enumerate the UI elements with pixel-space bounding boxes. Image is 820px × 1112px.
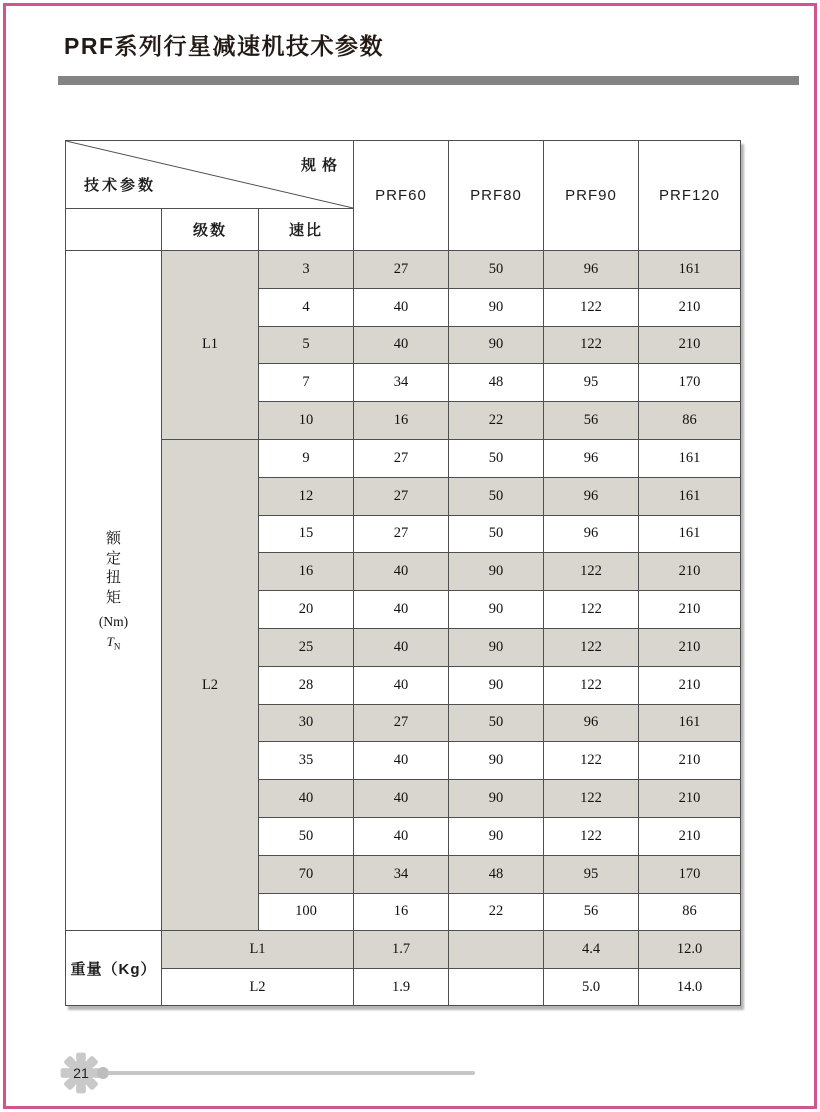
torque-value-prf60: 34 (354, 364, 449, 402)
torque-data-row (66, 439, 741, 477)
torque-value-prf90: 95 (544, 364, 639, 402)
torque-value-prf60: 34 (354, 855, 449, 893)
torque-value-prf90: 96 (544, 477, 639, 515)
torque-unit-label: (Nm) (98, 613, 129, 629)
torque-value-prf60: 27 (354, 515, 449, 553)
torque-value-prf80: 50 (449, 439, 544, 477)
torque-value-prf120: 210 (639, 288, 741, 326)
torque-value-prf60: 40 (354, 288, 449, 326)
torque-value-prf120: 86 (639, 893, 741, 931)
corner-header-cell (66, 141, 354, 209)
torque-value-prf120: 86 (639, 402, 741, 440)
ratio-cell: 4 (259, 288, 354, 326)
stage-column-header: 级数 (162, 209, 259, 251)
torque-value-prf80: 90 (449, 817, 544, 855)
torque-value-prf90: 56 (544, 893, 639, 931)
weight-value-prf60: 1.7 (354, 931, 449, 969)
torque-value-prf90: 122 (544, 553, 639, 591)
torque-value-prf90: 96 (544, 439, 639, 477)
torque-value-prf60: 27 (354, 439, 449, 477)
torque-value-prf80: 48 (449, 364, 544, 402)
torque-value-prf60: 40 (354, 326, 449, 364)
weight-value-prf90: 5.0 (544, 968, 639, 1006)
torque-value-prf120: 170 (639, 855, 741, 893)
torque-value-prf80: 50 (449, 704, 544, 742)
ratio-cell: 100 (259, 893, 354, 931)
torque-value-prf60: 16 (354, 893, 449, 931)
torque-data-row (66, 251, 741, 289)
column-header-prf80: PRF80 (449, 141, 544, 251)
torque-value-prf80: 90 (449, 742, 544, 780)
torque-value-prf80: 50 (449, 251, 544, 289)
ratio-cell: 7 (259, 364, 354, 402)
weight-value-prf80 (449, 931, 544, 969)
ratio-cell: 35 (259, 742, 354, 780)
weight-value-prf90: 4.4 (544, 931, 639, 969)
torque-value-prf60: 40 (354, 780, 449, 818)
torque-row-header (66, 251, 162, 931)
torque-value-prf120: 170 (639, 364, 741, 402)
weight-data-row (66, 931, 741, 969)
torque-value-prf90: 122 (544, 742, 639, 780)
torque-header-char: 矩 (105, 590, 121, 607)
weight-value-prf60: 1.9 (354, 968, 449, 1006)
ratio-cell: 25 (259, 628, 354, 666)
torque-value-prf120: 161 (639, 439, 741, 477)
torque-value-prf90: 122 (544, 666, 639, 704)
torque-row-header-text (66, 530, 161, 652)
torque-value-prf90: 56 (544, 402, 639, 440)
ratio-cell: 15 (259, 515, 354, 553)
ratio-column-header: 速比 (259, 209, 354, 251)
ratio-cell: 5 (259, 326, 354, 364)
torque-value-prf80: 90 (449, 666, 544, 704)
weight-value-prf80 (449, 968, 544, 1006)
torque-value-prf80: 90 (449, 553, 544, 591)
torque-value-prf80: 90 (449, 628, 544, 666)
torque-value-prf120: 210 (639, 817, 741, 855)
ratio-cell: 20 (259, 591, 354, 629)
torque-value-prf60: 40 (354, 553, 449, 591)
torque-value-prf120: 210 (639, 742, 741, 780)
torque-value-prf120: 161 (639, 515, 741, 553)
ratio-cell: 50 (259, 817, 354, 855)
weight-data-row (66, 968, 741, 1006)
torque-header-char: 额 (105, 530, 121, 547)
torque-header-char: 扭 (105, 570, 121, 587)
torque-value-prf60: 27 (354, 477, 449, 515)
torque-value-prf60: 40 (354, 817, 449, 855)
table-body (66, 251, 741, 1006)
torque-value-prf60: 27 (354, 704, 449, 742)
torque-value-prf90: 95 (544, 855, 639, 893)
stage-group-L1: L1 (162, 251, 259, 440)
title-underline-bar (58, 76, 799, 85)
weight-value-prf120: 14.0 (639, 968, 741, 1006)
column-header-prf120: PRF120 (639, 141, 741, 251)
weight-stage-cell: L2 (162, 968, 354, 1006)
ratio-cell: 12 (259, 477, 354, 515)
torque-symbol-label: $T_N$ (106, 633, 121, 652)
torque-value-prf90: 122 (544, 628, 639, 666)
torque-value-prf60: 40 (354, 591, 449, 629)
torque-value-prf80: 22 (449, 893, 544, 931)
torque-value-prf120: 210 (639, 591, 741, 629)
page-title: PRF系列行星减速机技术参数 (64, 33, 384, 59)
torque-value-prf90: 122 (544, 288, 639, 326)
page-number: 21 (73, 1064, 89, 1081)
torque-value-prf120: 210 (639, 666, 741, 704)
torque-value-prf80: 90 (449, 326, 544, 364)
torque-value-prf120: 161 (639, 477, 741, 515)
spec-table (65, 140, 741, 1006)
torque-header-char: 定 (105, 550, 121, 567)
stage-group-L2: L2 (162, 439, 259, 930)
torque-value-prf60: 40 (354, 666, 449, 704)
column-header-prf90: PRF90 (544, 141, 639, 251)
torque-value-prf90: 122 (544, 780, 639, 818)
torque-value-prf80: 48 (449, 855, 544, 893)
torque-value-prf120: 210 (639, 326, 741, 364)
torque-value-prf120: 210 (639, 628, 741, 666)
weight-stage-cell: L1 (162, 931, 354, 969)
empty-header-cell (66, 209, 162, 251)
torque-value-prf90: 96 (544, 704, 639, 742)
torque-value-prf80: 90 (449, 288, 544, 326)
ratio-cell: 16 (259, 553, 354, 591)
torque-value-prf80: 22 (449, 402, 544, 440)
torque-value-prf80: 90 (449, 780, 544, 818)
torque-value-prf90: 122 (544, 591, 639, 629)
torque-value-prf80: 50 (449, 477, 544, 515)
torque-value-prf120: 161 (639, 251, 741, 289)
torque-value-prf60: 16 (354, 402, 449, 440)
weight-row-header: 重量（Kg） (66, 931, 162, 1006)
torque-value-prf90: 96 (544, 515, 639, 553)
torque-value-prf120: 210 (639, 553, 741, 591)
torque-value-prf80: 50 (449, 515, 544, 553)
ratio-cell: 30 (259, 704, 354, 742)
torque-value-prf90: 122 (544, 817, 639, 855)
torque-value-prf60: 27 (354, 251, 449, 289)
ratio-cell: 9 (259, 439, 354, 477)
column-header-prf60: PRF60 (354, 141, 449, 251)
ratio-cell: 28 (259, 666, 354, 704)
ratio-cell: 3 (259, 251, 354, 289)
torque-value-prf60: 40 (354, 742, 449, 780)
torque-value-prf80: 90 (449, 591, 544, 629)
footer-rule-line (107, 1071, 475, 1075)
weight-value-prf120: 12.0 (639, 931, 741, 969)
ratio-cell: 70 (259, 855, 354, 893)
ratio-cell: 40 (259, 780, 354, 818)
torque-value-prf120: 210 (639, 780, 741, 818)
tech-params-corner-label: 技术参数 (84, 177, 157, 194)
torque-value-prf90: 122 (544, 326, 639, 364)
torque-value-prf60: 40 (354, 628, 449, 666)
header-row-1 (66, 141, 741, 209)
torque-value-prf90: 96 (544, 251, 639, 289)
ratio-cell: 10 (259, 402, 354, 440)
spec-corner-label: 规格 (301, 157, 344, 174)
torque-value-prf120: 161 (639, 704, 741, 742)
